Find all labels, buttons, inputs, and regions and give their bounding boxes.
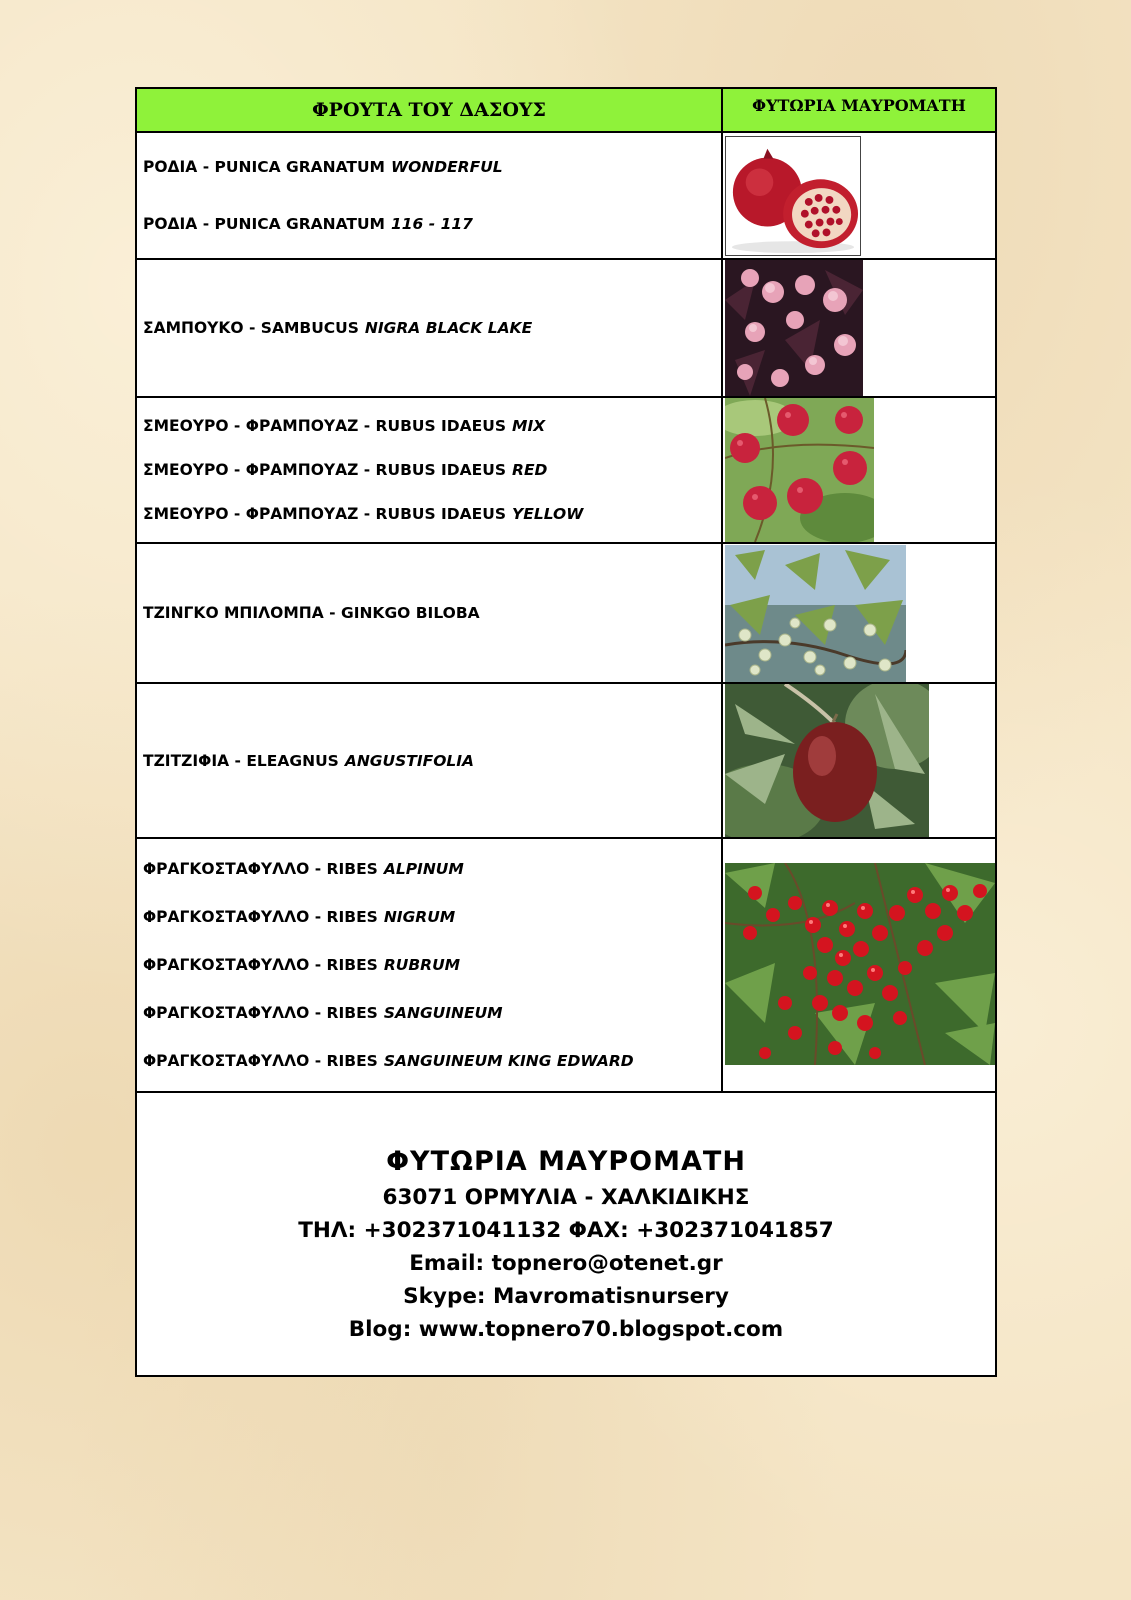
product-row-raspberry	[137, 398, 995, 544]
species-name: ΦΡΑΓΚΟΣΤΑΦΥΛΛΟ - RIBES	[143, 1052, 378, 1070]
product-line	[143, 752, 721, 770]
species-name: ΣΜΕΟΥΡΟ - ΦΡΑΜΠΟΥΑΖ - RUBUS IDAEUS	[143, 461, 507, 479]
species-name: ΡΟΔΙΑ - PUNICA GRANATUM	[143, 158, 385, 177]
variety-name: SANGUINEUM KING EDWARD	[383, 1052, 634, 1070]
species-name: ΣΜΕΟΥΡΟ - ΦΡΑΜΠΟΥΑΖ - RUBUS IDAEUS	[143, 505, 507, 523]
product-line	[143, 860, 721, 878]
variety-name: NIGRA BLACK LAKE	[364, 319, 533, 337]
product-line	[143, 505, 721, 523]
product-names	[137, 398, 723, 542]
variety-name: RED	[512, 461, 548, 479]
variety-name: SANGUINEUM	[383, 1004, 503, 1022]
product-line	[143, 1052, 721, 1070]
contact-block	[137, 1108, 995, 1375]
product-line	[143, 956, 721, 974]
skype-line: Skype: Mavromatisnursery	[403, 1284, 729, 1309]
product-line	[143, 604, 721, 622]
variety-name: ALPINUM	[383, 860, 464, 878]
redcurrant-photo	[725, 863, 995, 1065]
phone-fax-line: ΤΗΛ: +302371041132 ΦΑΧ: +302371041857	[298, 1218, 834, 1243]
elderberry-photo	[725, 260, 863, 396]
variety-name: MIX	[512, 417, 546, 435]
product-names	[137, 133, 723, 258]
species-name: ΤΖΙΝΓΚΟ ΜΠΙΛΟΜΠΑ - GINKGO BILOBA	[143, 604, 480, 622]
ginkgo-photo	[725, 545, 906, 682]
product-line	[143, 319, 721, 337]
species-name: ΤΖΙΤΖΙΦΙΑ - ELEAGNUS	[143, 751, 339, 770]
variety-name: ANGUSTIFOLIA	[344, 751, 475, 770]
raspberry-photo	[725, 398, 874, 542]
product-names	[137, 839, 723, 1091]
species-name: ΦΡΑΓΚΟΣΤΑΦΥΛΛΟ - RIBES	[143, 860, 378, 878]
pomegranate-photo	[725, 136, 861, 256]
product-line	[143, 417, 721, 435]
species-name: ΦΡΑΓΚΟΣΤΑΦΥΛΛΟ - RIBES	[143, 908, 378, 926]
email-line[interactable]: Email: topnero@otenet.gr	[409, 1251, 723, 1276]
address-line: 63071 ΟΡΜΥΛΙΑ - ΧΑΛΚΙΔΙΚΗΣ	[382, 1185, 750, 1210]
species-name: ΣΑΜΠΟΥΚΟ - SAMBUCUS	[143, 319, 359, 337]
catalog-sheet	[135, 87, 997, 1377]
variety-name: RUBRUM	[383, 956, 461, 974]
species-name: ΣΜΕΟΥΡΟ - ΦΡΑΜΠΟΥΑΖ - RUBUS IDAEUS	[143, 417, 507, 435]
variety-name: 116 - 117	[390, 214, 473, 233]
product-line	[143, 1004, 721, 1022]
company-name: ΦΥΤΩΡΙΑ ΜΑΥΡΟΜΑΤΗ	[386, 1146, 746, 1177]
brand-header: ΦΥΤΩΡΙΑ ΜΑΥΡΟΜΑΤΗ	[723, 89, 995, 133]
product-line	[143, 908, 721, 926]
product-names	[137, 544, 723, 682]
product-row-redcurrant	[137, 839, 995, 1093]
species-name: ΦΡΑΓΚΟΣΤΑΦΥΛΛΟ - RIBES	[143, 1004, 378, 1022]
product-names	[137, 260, 723, 396]
product-names	[137, 684, 723, 837]
product-row-elderberry	[137, 260, 995, 398]
variety-name: WONDERFUL	[390, 158, 503, 177]
blog-link[interactable]: Blog: www.topnero70.blogspot.com	[348, 1317, 784, 1342]
product-row-ginkgo	[137, 544, 995, 684]
product-row-pomegranate	[137, 133, 995, 260]
catalog-title: ΦΡΟΥΤΑ ΤΟΥ ΔΑΣΟΥΣ	[137, 89, 723, 133]
variety-name: NIGRUM	[383, 908, 456, 926]
product-line	[143, 215, 721, 233]
oleaster-photo	[725, 684, 929, 837]
species-name: ΡΟΔΙΑ - PUNICA GRANATUM	[143, 214, 385, 233]
species-name: ΦΡΑΓΚΟΣΤΑΦΥΛΛΟ - RIBES	[143, 956, 378, 974]
product-line	[143, 158, 721, 176]
variety-name: YELLOW	[512, 505, 584, 523]
product-line	[143, 461, 721, 479]
product-row-oleaster	[137, 684, 995, 839]
